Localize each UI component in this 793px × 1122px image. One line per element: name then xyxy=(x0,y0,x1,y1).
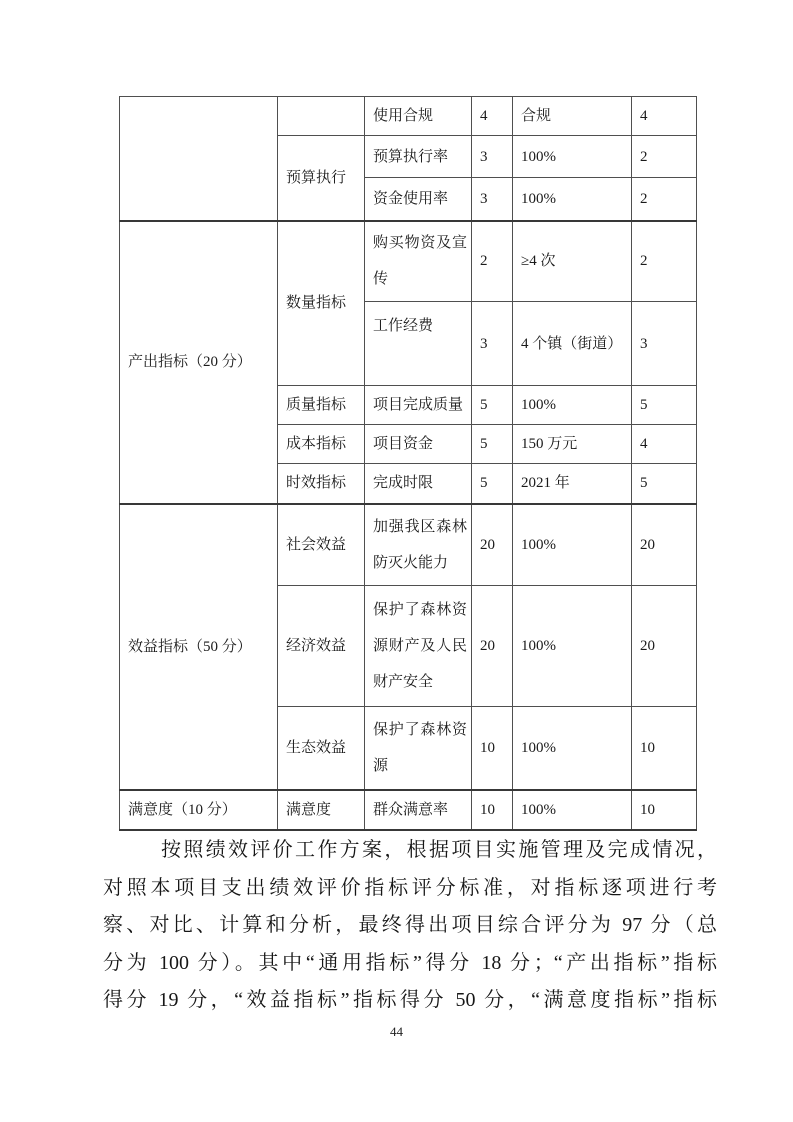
level1-indicator-cell: 产出指标（20 分） xyxy=(120,221,278,504)
paragraph-line: 按照绩效评价工作方案，根据项目实施管理及完成情况， xyxy=(161,839,717,861)
level3-indicator-cell: 项目资金 xyxy=(365,425,472,464)
summary-paragraph xyxy=(103,832,717,1020)
result-score-cell: 20 xyxy=(632,586,697,707)
level2-indicator-cell: 社会效益 xyxy=(278,504,365,586)
score-cell: 3 xyxy=(472,302,513,386)
level3-indicator-cell: 完成时限 xyxy=(365,464,472,504)
level3-indicator-cell: 预算执行率 xyxy=(365,136,472,178)
level2-indicator-cell: 质量指标 xyxy=(278,386,365,425)
result-score-cell: 5 xyxy=(632,386,697,425)
score-cell: 20 xyxy=(472,586,513,707)
paragraph-line: 分为 100 分）。其中“通用指标”得分 18 分；“产出指标”指标 xyxy=(103,951,717,974)
level3-indicator-cell: 群众满意率 xyxy=(365,790,472,830)
result-score-cell: 10 xyxy=(632,790,697,830)
level2-indicator-cell: 数量指标 xyxy=(278,221,365,386)
level3-indicator-cell: 项目完成质量 xyxy=(365,386,472,425)
result-score-cell: 2 xyxy=(632,136,697,178)
score-cell: 20 xyxy=(472,504,513,586)
target-value-cell: 100% xyxy=(513,790,632,830)
result-score-cell: 5 xyxy=(632,464,697,504)
target-value-cell: 100% xyxy=(513,504,632,586)
level2-indicator-cell: 经济效益 xyxy=(278,586,365,707)
result-score-cell: 20 xyxy=(632,504,697,586)
score-cell: 4 xyxy=(472,97,513,136)
paragraph-line: 得分 19 分，“效益指标”指标得分 50 分，“满意度指标”指标 xyxy=(103,989,717,1012)
result-score-cell: 4 xyxy=(632,425,697,464)
target-value-cell: 100% xyxy=(513,386,632,425)
level2-indicator-cell: 预算执行 xyxy=(278,136,365,221)
level3-indicator-cell: 使用合规 xyxy=(365,97,472,136)
score-cell: 5 xyxy=(472,464,513,504)
level2-indicator-cell: 时效指标 xyxy=(278,464,365,504)
result-score-cell: 4 xyxy=(632,97,697,136)
score-cell: 2 xyxy=(472,221,513,302)
table-row xyxy=(120,504,697,586)
score-cell: 10 xyxy=(472,790,513,830)
result-score-cell: 10 xyxy=(632,707,697,790)
level3-indicator-cell: 保护了森林资源 xyxy=(365,707,472,790)
target-value-cell: 100% xyxy=(513,136,632,178)
score-cell: 3 xyxy=(472,178,513,221)
target-value-cell: ≥4 次 xyxy=(513,221,632,302)
score-cell: 5 xyxy=(472,425,513,464)
score-cell: 10 xyxy=(472,707,513,790)
target-value-cell: 100% xyxy=(513,707,632,790)
level3-indicator-cell: 工作经费 xyxy=(365,302,472,386)
paragraph-line: 察、对比、计算和分析，最终得出项目综合评分为 97 分（总 xyxy=(103,914,717,937)
level3-indicator-cell: 购买物资及宣传 xyxy=(365,221,472,302)
target-value-cell: 2021 年 xyxy=(513,464,632,504)
level2-indicator-cell: 生态效益 xyxy=(278,707,365,790)
performance-indicator-table xyxy=(119,96,697,831)
level1-indicator-cell: 满意度（10 分） xyxy=(120,790,278,830)
level3-indicator-cell: 加强我区森林防灭火能力 xyxy=(365,504,472,586)
result-score-cell: 2 xyxy=(632,178,697,221)
target-value-cell: 合规 xyxy=(513,97,632,136)
level2-indicator-cell: 成本指标 xyxy=(278,425,365,464)
page-number: 44 xyxy=(390,1024,403,1039)
level2-indicator-cell xyxy=(278,97,365,136)
target-value-cell: 4 个镇（街道） xyxy=(513,302,632,386)
target-value-cell: 150 万元 xyxy=(513,425,632,464)
table-row xyxy=(120,221,697,302)
target-value-cell: 100% xyxy=(513,586,632,707)
result-score-cell: 3 xyxy=(632,302,697,386)
level3-indicator-cell: 资金使用率 xyxy=(365,178,472,221)
target-value-cell: 100% xyxy=(513,178,632,221)
level1-indicator-cell xyxy=(120,97,278,221)
level1-indicator-cell: 效益指标（50 分） xyxy=(120,504,278,790)
level3-indicator-cell: 保护了森林资源财产及人民财产安全 xyxy=(365,586,472,707)
level2-indicator-cell: 满意度 xyxy=(278,790,365,830)
result-score-cell: 2 xyxy=(632,221,697,302)
score-cell: 5 xyxy=(472,386,513,425)
table-row xyxy=(120,790,697,830)
score-cell: 3 xyxy=(472,136,513,178)
paragraph-line: 对照本项目支出绩效评价指标评分标准，对指标逐项进行考 xyxy=(103,876,717,899)
table-row xyxy=(120,97,697,136)
